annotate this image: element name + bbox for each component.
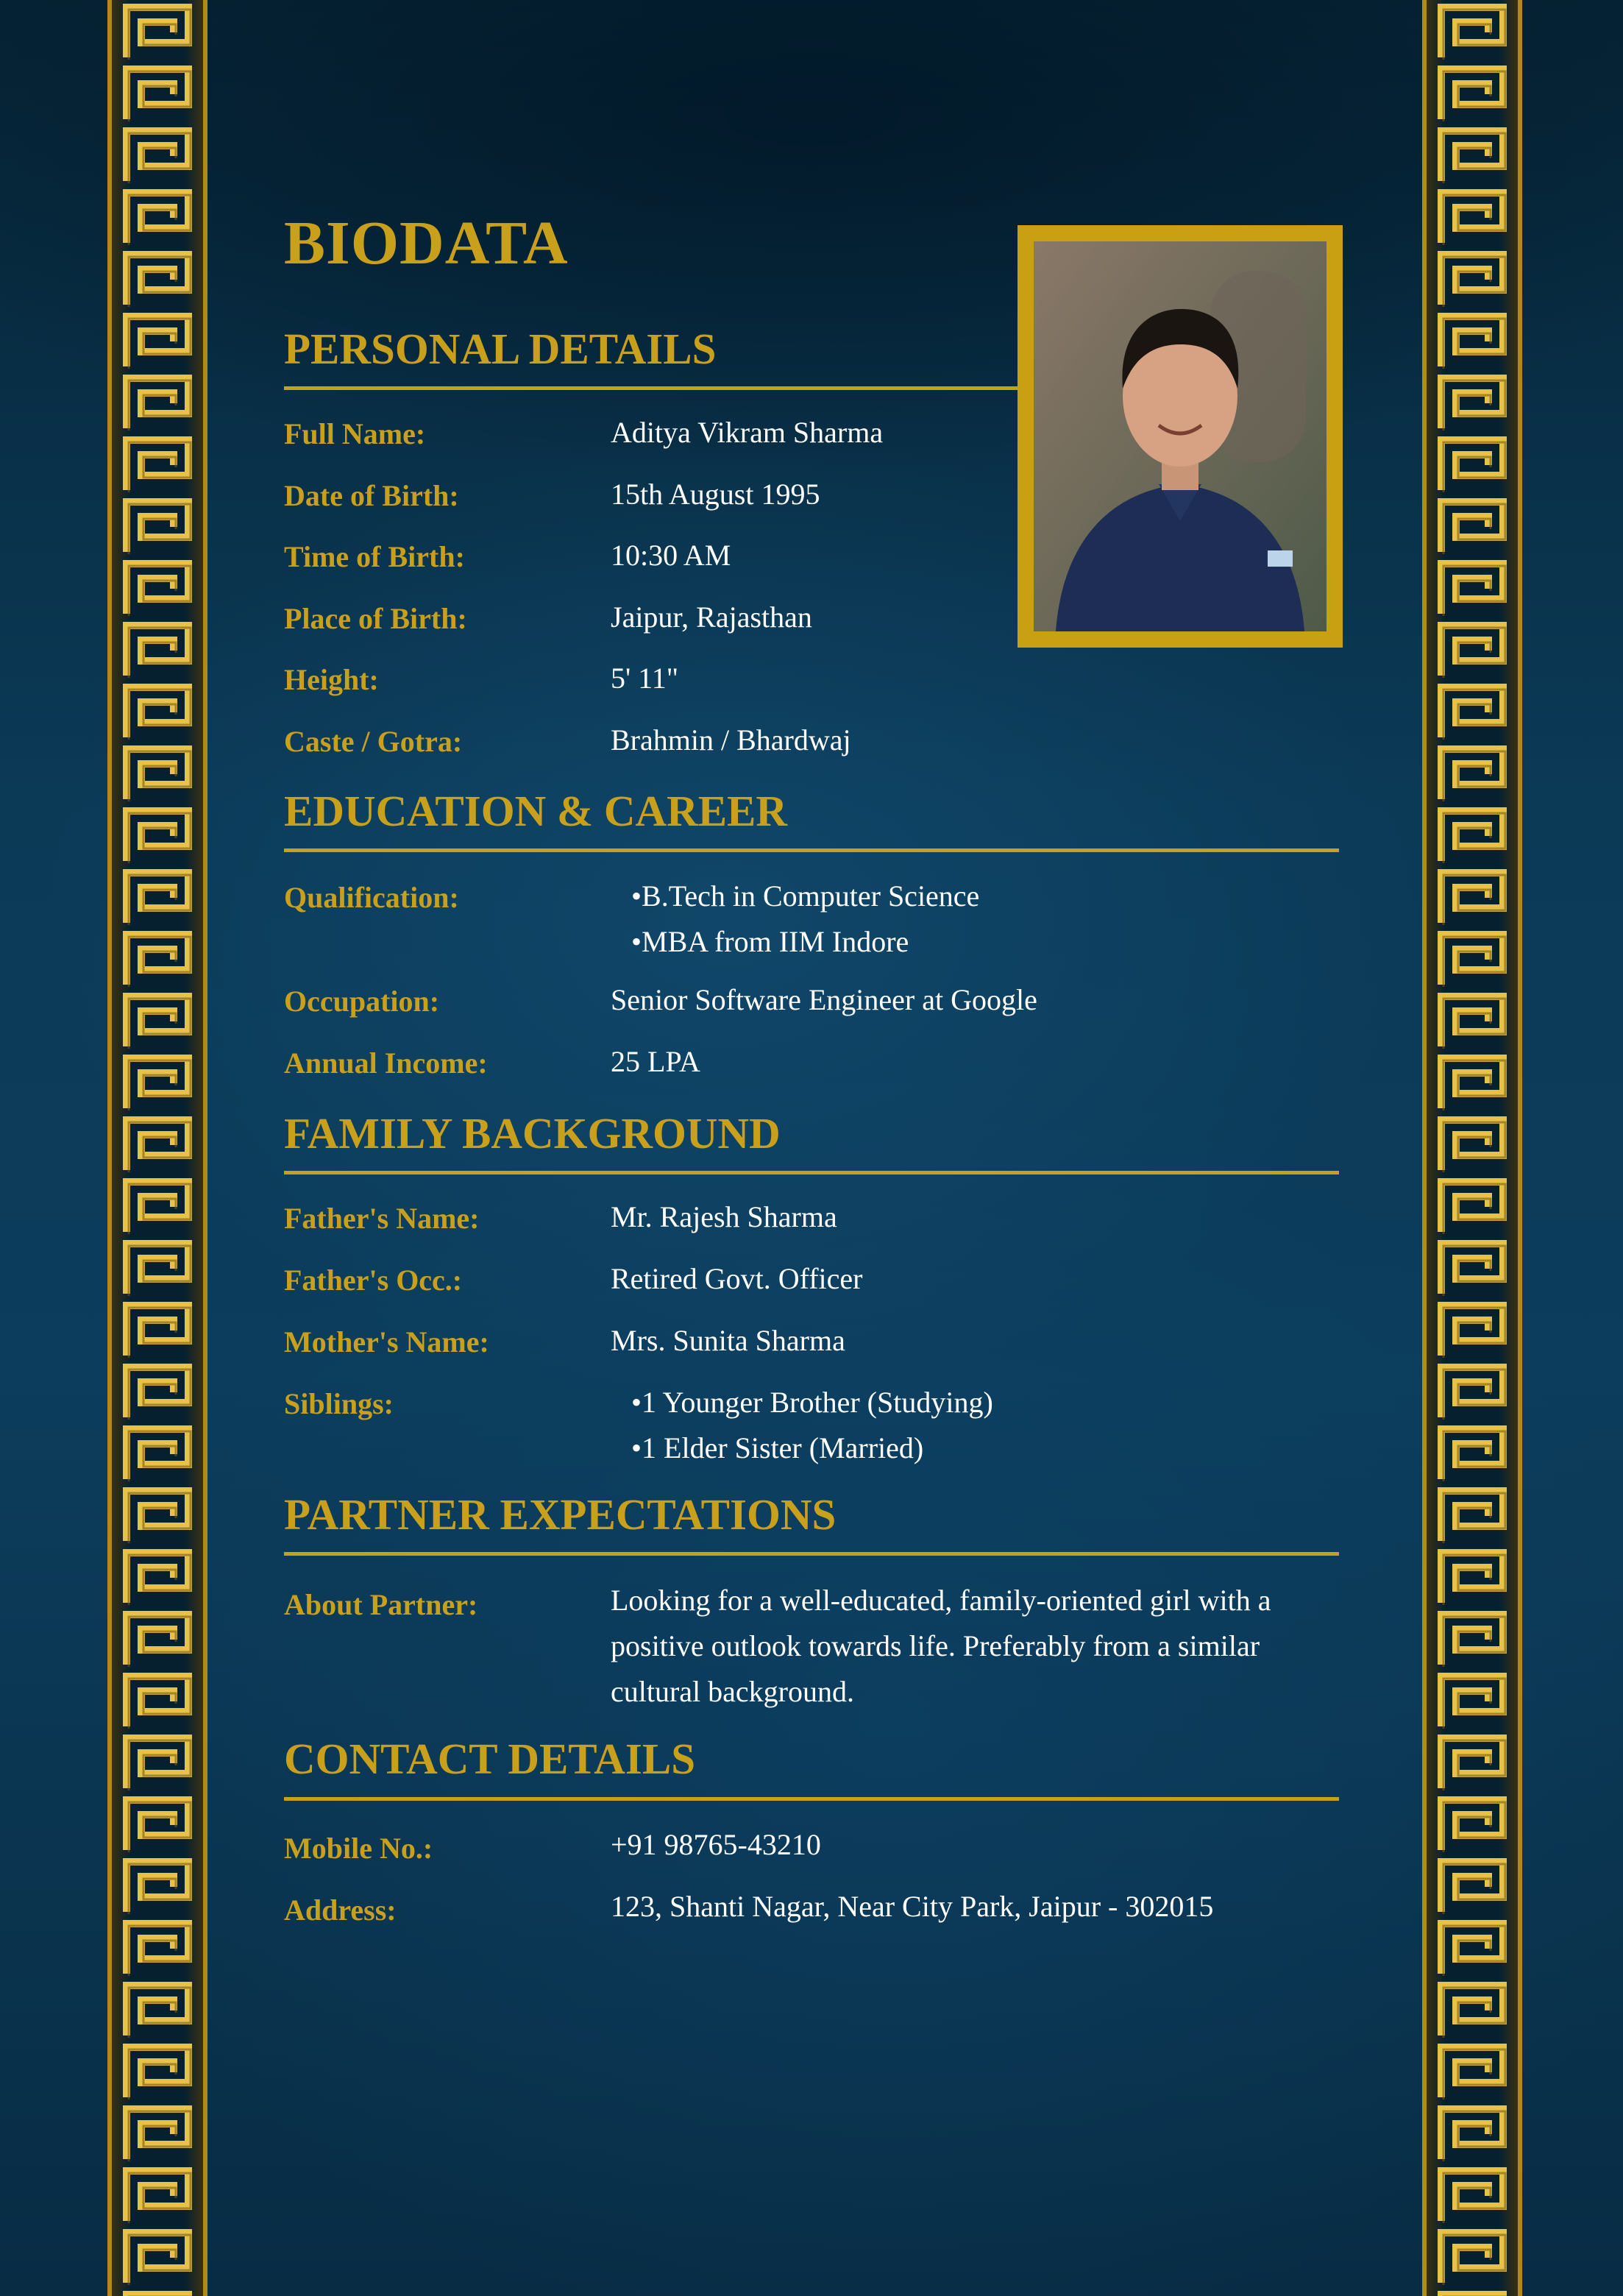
list-item: • B.Tech in Computer Science: [631, 874, 979, 919]
caste-gotra-value: Brahmin / Bhardwaj: [611, 723, 851, 757]
father-name-value: Mr. Rajesh Sharma: [611, 1200, 837, 1233]
mobile-value: +91 98765-43210: [611, 1828, 821, 1861]
siblings-label: Siblings:: [284, 1387, 394, 1420]
height-value: 5' 11": [611, 662, 679, 695]
section-divider: [284, 1797, 1339, 1801]
section-heading-partner: PARTNER EXPECTATIONS: [284, 1490, 837, 1539]
father-occupation-value: Retired Govt. Officer: [611, 1262, 863, 1295]
page-title: BIODATA: [284, 209, 569, 277]
annual-income-label: Annual Income:: [284, 1046, 488, 1080]
portrait-photo-icon: [1034, 241, 1327, 631]
about-partner-label: About Partner:: [284, 1588, 478, 1621]
list-item: • 1 Younger Brother (Studying): [631, 1380, 993, 1425]
caste-gotra-label: Caste / Gotra:: [284, 725, 463, 758]
tob-label: Time of Birth:: [284, 540, 465, 573]
dob-value: 15th August 1995: [611, 478, 820, 511]
address-label: Address:: [284, 1893, 397, 1927]
occupation-value: Senior Software Engineer at Google: [611, 983, 1037, 1016]
siblings-list: [631, 1380, 993, 1471]
section-divider: [284, 848, 1339, 852]
father-name-label: Father's Name:: [284, 1202, 480, 1235]
greek-key-border-icon: [1427, 0, 1518, 2296]
section-heading-contact: CONTACT DETAILS: [284, 1735, 696, 1783]
annual-income-value: 25 LPA: [611, 1045, 700, 1078]
section-heading-education: EDUCATION & CAREER: [284, 787, 788, 835]
mother-name-value: Mrs. Sunita Sharma: [611, 1324, 845, 1357]
qualification-list: [631, 874, 979, 965]
section-divider: [284, 1171, 1339, 1174]
address-value: 123, Shanti Nagar, Near City Park, Jaipur - 302015: [611, 1890, 1214, 1923]
section-heading-personal: PERSONAL DETAILS: [284, 325, 717, 373]
right-greek-key-border: [1422, 0, 1522, 2296]
section-heading-family: FAMILY BACKGROUND: [284, 1109, 781, 1158]
pob-value: Jaipur, Rajasthan: [611, 600, 812, 634]
dob-label: Date of Birth:: [284, 479, 459, 512]
profile-photo-frame: [1018, 225, 1343, 648]
list-item: • 1 Elder Sister (Married): [631, 1425, 993, 1471]
greek-key-border-icon: [112, 0, 203, 2296]
section-divider: [284, 1552, 1339, 1556]
list-item: • MBA from IIM Indore: [631, 919, 979, 965]
mobile-label: Mobile No.:: [284, 1832, 433, 1865]
full-name-value: Aditya Vikram Sharma: [611, 416, 884, 449]
pob-label: Place of Birth:: [284, 602, 467, 635]
left-greek-key-border: [107, 0, 207, 2296]
occupation-label: Occupation:: [284, 985, 440, 1018]
height-label: Height:: [284, 663, 379, 696]
mother-name-label: Mother's Name:: [284, 1325, 489, 1358]
qualification-label: Qualification:: [284, 881, 459, 914]
full-name-label: Full Name:: [284, 417, 426, 450]
about-partner-value: Looking for a well-educated, family-oriented girl with a positive outlook towards life. Preferably from a similar cultural background.: [611, 1584, 1271, 1708]
section-divider: [284, 386, 1020, 390]
tob-value: 10:30 AM: [611, 539, 731, 572]
father-occupation-label: Father's Occ.:: [284, 1264, 463, 1297]
